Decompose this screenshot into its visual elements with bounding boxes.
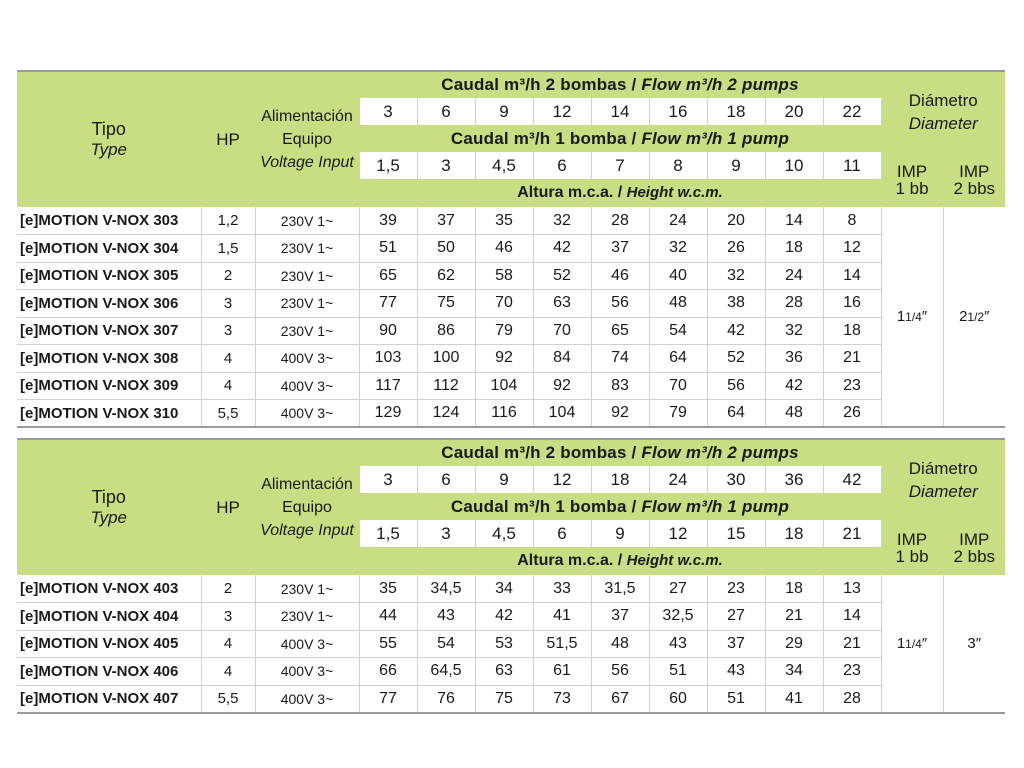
height-header-en: Height w.c.m.: [626, 552, 723, 569]
flow-1-pump-value: 10: [765, 152, 823, 179]
hp-value: 1,2: [201, 207, 255, 235]
head-value: 33: [533, 575, 591, 603]
diameter-1-whole: 1: [896, 308, 906, 325]
head-value: 104: [533, 400, 591, 428]
diameter-2-whole: 2: [959, 308, 968, 325]
head-value: 103: [359, 345, 417, 373]
flow-2-pumps-value: 16: [649, 98, 707, 125]
imp-1-pump-diameter: [881, 207, 943, 427]
table-row: [17, 207, 1005, 235]
model-name: [e]MOTION V-NOX 405: [17, 630, 201, 658]
hp-value: 4: [201, 345, 255, 373]
hp-value: 1,5: [201, 235, 255, 263]
head-value: 21: [823, 630, 881, 658]
flow-2-pumps-es: Caudal m³/h 2 bombas /: [441, 443, 642, 462]
hp-value: 3: [201, 603, 255, 631]
flow-2-pumps-en: Flow m³/h 2 pumps: [641, 443, 799, 462]
flow-1-pump-value: 6: [533, 152, 591, 179]
voltage-header-line1: Alimentación: [261, 108, 353, 125]
head-value: 75: [475, 685, 533, 713]
head-value: 65: [591, 317, 649, 345]
head-value: 51: [359, 235, 417, 263]
flow-2-pumps-value: 3: [359, 98, 417, 125]
table-row: [17, 603, 1005, 631]
head-value: 51: [707, 685, 765, 713]
head-value: 32: [533, 207, 591, 235]
head-value: 24: [649, 207, 707, 235]
head-value: 56: [707, 372, 765, 400]
type-header-es: Tipo: [91, 487, 126, 507]
height-header-es: Altura m.c.a. /: [517, 552, 627, 569]
head-value: 31,5: [591, 575, 649, 603]
model-name: [e]MOTION V-NOX 305: [17, 262, 201, 290]
head-value: 63: [475, 658, 533, 686]
diameter-2-fraction: 1/2: [967, 310, 985, 324]
flow-1-pump-value: 12: [649, 520, 707, 547]
head-value: 54: [417, 630, 475, 658]
model-name: [e]MOTION V-NOX 303: [17, 207, 201, 235]
header-row-flow2: [17, 439, 1005, 466]
head-value: 55: [359, 630, 417, 658]
head-value: 39: [359, 207, 417, 235]
flow-1-pump-value: 21: [823, 520, 881, 547]
head-value: 56: [591, 658, 649, 686]
head-value: 104: [475, 372, 533, 400]
hp-value: 5,5: [201, 400, 255, 428]
head-value: 51: [649, 658, 707, 686]
flow-1-pump-value: 6: [533, 520, 591, 547]
height-header-en: Height w.c.m.: [626, 184, 723, 201]
head-value: 27: [649, 575, 707, 603]
head-value: 83: [591, 372, 649, 400]
imp-2-pumps-diameter: [943, 207, 1005, 427]
flow-2-pumps-value: 9: [475, 466, 533, 493]
diameter-2-whole: 3″: [967, 634, 982, 652]
head-value: 14: [823, 603, 881, 631]
model-name: [e]MOTION V-NOX 309: [17, 372, 201, 400]
hp-header: [201, 439, 255, 575]
head-value: 28: [591, 207, 649, 235]
flow-2-pumps-value: 9: [475, 98, 533, 125]
model-name: [e]MOTION V-NOX 306: [17, 290, 201, 318]
head-value: 42: [533, 235, 591, 263]
voltage-value: 400V 3~: [255, 630, 359, 658]
head-value: 38: [707, 290, 765, 318]
head-value: 26: [707, 235, 765, 263]
head-value: 52: [707, 345, 765, 373]
voltage-header-en: Voltage Input: [260, 154, 354, 171]
head-value: 67: [591, 685, 649, 713]
table-row: [17, 345, 1005, 373]
head-value: 37: [417, 207, 475, 235]
model-name: [e]MOTION V-NOX 407: [17, 685, 201, 713]
flow-2-pumps-header: [359, 439, 881, 466]
flow-2-pumps-value: 36: [765, 466, 823, 493]
imp-1-pump-label: 1 bb: [895, 178, 929, 198]
flow-2-pumps-value: 12: [533, 98, 591, 125]
height-header: [359, 179, 881, 207]
head-value: 21: [823, 345, 881, 373]
flow-2-pumps-value: 42: [823, 466, 881, 493]
flow-1-pump-value: 9: [707, 152, 765, 179]
diameter-header-es: Diámetro: [908, 459, 978, 478]
head-value: 27: [707, 603, 765, 631]
head-value: 34: [765, 658, 823, 686]
head-value: 28: [823, 685, 881, 713]
head-value: 53: [475, 630, 533, 658]
model-name: [e]MOTION V-NOX 304: [17, 235, 201, 263]
head-value: 86: [417, 317, 475, 345]
flow-1-pump-value: 18: [765, 520, 823, 547]
model-name: [e]MOTION V-NOX 310: [17, 400, 201, 428]
head-value: 41: [533, 603, 591, 631]
head-value: 100: [417, 345, 475, 373]
head-value: 61: [533, 658, 591, 686]
type-header-en: Type: [90, 140, 128, 159]
head-value: 8: [823, 207, 881, 235]
hp-header-label: HP: [216, 497, 240, 517]
voltage-value: 230V 1~: [255, 575, 359, 603]
flow-2-pumps-value: 6: [417, 98, 475, 125]
flow-1-pump-value: 3: [417, 152, 475, 179]
table-row: [17, 658, 1005, 686]
flow-2-pumps-value: 30: [707, 466, 765, 493]
head-value: 34: [475, 575, 533, 603]
hp-header-label: HP: [216, 129, 240, 149]
head-value: 62: [417, 262, 475, 290]
head-value: 46: [591, 262, 649, 290]
head-value: 64: [649, 345, 707, 373]
voltage-value: 230V 1~: [255, 290, 359, 318]
flow-1-pump-value: 7: [591, 152, 649, 179]
head-value: 79: [649, 400, 707, 428]
head-value: 112: [417, 372, 475, 400]
diameter-header: [881, 439, 1005, 520]
head-value: 92: [591, 400, 649, 428]
head-value: 23: [823, 658, 881, 686]
head-value: 58: [475, 262, 533, 290]
head-value: 37: [591, 603, 649, 631]
voltage-value: 400V 3~: [255, 685, 359, 713]
hp-value: 4: [201, 630, 255, 658]
flow-2-pumps-value: 24: [649, 466, 707, 493]
model-name: [e]MOTION V-NOX 308: [17, 345, 201, 373]
head-value: 48: [649, 290, 707, 318]
head-value: 70: [475, 290, 533, 318]
head-value: 37: [707, 630, 765, 658]
table-row: [17, 400, 1005, 428]
head-value: 75: [417, 290, 475, 318]
voltage-header-line2: Equipo: [282, 131, 332, 148]
voltage-header-line1: Alimentación: [261, 476, 353, 493]
diameter-header-en: Diameter: [908, 482, 978, 501]
head-value: 37: [591, 235, 649, 263]
head-value: 32,5: [649, 603, 707, 631]
hp-value: 3: [201, 290, 255, 318]
head-value: 43: [649, 630, 707, 658]
voltage-header-line2: Equipo: [282, 499, 332, 516]
voltage-value: 400V 3~: [255, 345, 359, 373]
flow-1-pump-value: 4,5: [475, 152, 533, 179]
head-value: 54: [649, 317, 707, 345]
head-value: 18: [765, 575, 823, 603]
head-value: 20: [707, 207, 765, 235]
flow-1-pump-es: Caudal m³/h 1 bomba /: [450, 128, 642, 148]
flow-1-pump-value: 15: [707, 520, 765, 547]
table-row: [17, 262, 1005, 290]
head-value: 48: [591, 630, 649, 658]
hp-value: 5,5: [201, 685, 255, 713]
flow-1-pump-value: 1,5: [359, 152, 417, 179]
head-value: 29: [765, 630, 823, 658]
head-value: 92: [533, 372, 591, 400]
diameter-header-en: Diameter: [908, 114, 978, 133]
table-row: [17, 372, 1005, 400]
head-value: 90: [359, 317, 417, 345]
head-value: 70: [649, 372, 707, 400]
head-value: 32: [765, 317, 823, 345]
model-name: [e]MOTION V-NOX 403: [17, 575, 201, 603]
head-value: 42: [475, 603, 533, 631]
voltage-value: 400V 3~: [255, 658, 359, 686]
height-header: [359, 547, 881, 575]
flow-2-pumps-header: [359, 71, 881, 98]
head-value: 32: [649, 235, 707, 263]
head-value: 50: [417, 235, 475, 263]
head-value: 73: [533, 685, 591, 713]
head-value: 77: [359, 290, 417, 318]
voltage-value: 230V 1~: [255, 235, 359, 263]
voltage-value: 230V 1~: [255, 317, 359, 345]
head-value: 36: [765, 345, 823, 373]
imp-2-pumps-label: 2 bbs: [953, 546, 996, 566]
voltage-value: 400V 3~: [255, 400, 359, 428]
head-value: 26: [823, 400, 881, 428]
head-value: 40: [649, 262, 707, 290]
head-value: 32: [707, 262, 765, 290]
diameter-1-fraction: 1/4: [905, 310, 922, 324]
head-value: 84: [533, 345, 591, 373]
head-value: 23: [707, 575, 765, 603]
voltage-header: [255, 71, 359, 207]
head-value: 48: [765, 400, 823, 428]
head-value: 70: [533, 317, 591, 345]
head-value: 41: [765, 685, 823, 713]
flow-1-pump-value: 11: [823, 152, 881, 179]
imp-1-pump-header: [881, 152, 943, 207]
diameter-1-whole: 1: [896, 634, 906, 652]
diameter-2-inch: ″: [984, 308, 990, 325]
head-value: 14: [823, 262, 881, 290]
hp-value: 2: [201, 575, 255, 603]
imp-2-pumps-header: [943, 152, 1005, 207]
type-header-es: Tipo: [91, 119, 126, 139]
head-value: 76: [417, 685, 475, 713]
head-value: 79: [475, 317, 533, 345]
head-value: 63: [533, 290, 591, 318]
voltage-header-en: Voltage Input: [260, 522, 354, 539]
voltage-value: 400V 3~: [255, 372, 359, 400]
flow-2-pumps-es: Caudal m³/h 2 bombas /: [441, 75, 642, 94]
imp-1-pump-header: [881, 520, 943, 575]
model-name: [e]MOTION V-NOX 406: [17, 658, 201, 686]
head-value: 66: [359, 658, 417, 686]
imp-1-pump-diameter: [881, 575, 943, 713]
head-value: 28: [765, 290, 823, 318]
head-value: 12: [823, 235, 881, 263]
diameter-1-inch: ″: [921, 308, 928, 325]
head-value: 92: [475, 345, 533, 373]
flow-1-pump-en: Flow m³/h 1 pump: [641, 128, 790, 148]
voltage-header: [255, 439, 359, 575]
head-value: 42: [765, 372, 823, 400]
head-value: 60: [649, 685, 707, 713]
flow-2-pumps-value: 20: [765, 98, 823, 125]
flow-1-pump-header: [359, 125, 881, 152]
head-value: 35: [359, 575, 417, 603]
flow-2-pumps-value: 3: [359, 466, 417, 493]
performance-table-2: [17, 438, 1005, 714]
flow-2-pumps-value: 18: [707, 98, 765, 125]
header-row-flow2: [17, 71, 1005, 98]
imp-label: IMP: [896, 161, 928, 181]
head-value: 18: [765, 235, 823, 263]
flow-1-pump-es: Caudal m³/h 1 bomba /: [450, 496, 642, 516]
head-value: 124: [417, 400, 475, 428]
table-row: [17, 317, 1005, 345]
performance-table-1: [17, 70, 1005, 428]
flow-1-pump-value: 8: [649, 152, 707, 179]
hp-header: [201, 71, 255, 207]
model-name: [e]MOTION V-NOX 404: [17, 603, 201, 631]
head-value: 116: [475, 400, 533, 428]
head-value: 18: [823, 317, 881, 345]
voltage-value: 230V 1~: [255, 262, 359, 290]
flow-1-pump-value: 1,5: [359, 520, 417, 547]
imp-label: IMP: [959, 529, 990, 549]
head-value: 44: [359, 603, 417, 631]
head-value: 129: [359, 400, 417, 428]
flow-1-pump-header: [359, 493, 881, 520]
table-row: [17, 630, 1005, 658]
head-value: 16: [823, 290, 881, 318]
flow-1-pump-value: 3: [417, 520, 475, 547]
head-value: 34,5: [417, 575, 475, 603]
voltage-value: 230V 1~: [255, 603, 359, 631]
head-value: 74: [591, 345, 649, 373]
hp-value: 4: [201, 372, 255, 400]
head-value: 52: [533, 262, 591, 290]
diameter-header: [881, 71, 1005, 152]
type-header: [17, 439, 201, 575]
hp-value: 4: [201, 658, 255, 686]
table-row: [17, 235, 1005, 263]
voltage-value: 230V 1~: [255, 207, 359, 235]
flow-2-pumps-value: 18: [591, 466, 649, 493]
flow-2-pumps-en: Flow m³/h 2 pumps: [641, 75, 799, 94]
head-value: 21: [765, 603, 823, 631]
type-header-en: Type: [90, 508, 128, 527]
imp-2-pumps-header: [943, 520, 1005, 575]
head-value: 65: [359, 262, 417, 290]
flow-2-pumps-value: 22: [823, 98, 881, 125]
table-row: [17, 685, 1005, 713]
imp-1-pump-label: 1 bb: [895, 546, 929, 566]
flow-1-pump-value: 9: [591, 520, 649, 547]
head-value: 43: [707, 658, 765, 686]
imp-label: IMP: [896, 529, 928, 549]
imp-2-pumps-diameter: [943, 575, 1005, 713]
head-value: 46: [475, 235, 533, 263]
head-value: 77: [359, 685, 417, 713]
model-name: [e]MOTION V-NOX 307: [17, 317, 201, 345]
head-value: 23: [823, 372, 881, 400]
flow-1-pump-en: Flow m³/h 1 pump: [641, 496, 790, 516]
head-value: 117: [359, 372, 417, 400]
flow-2-pumps-value: 12: [533, 466, 591, 493]
head-value: 13: [823, 575, 881, 603]
hp-value: 3: [201, 317, 255, 345]
flow-2-pumps-value: 14: [591, 98, 649, 125]
hp-value: 2: [201, 262, 255, 290]
head-value: 24: [765, 262, 823, 290]
type-header: [17, 71, 201, 207]
head-value: 56: [591, 290, 649, 318]
head-value: 64: [707, 400, 765, 428]
table-row: [17, 290, 1005, 318]
head-value: 14: [765, 207, 823, 235]
head-value: 42: [707, 317, 765, 345]
head-value: 43: [417, 603, 475, 631]
height-header-es: Altura m.c.a. /: [517, 184, 627, 201]
flow-2-pumps-value: 6: [417, 466, 475, 493]
diameter-1-fraction: 1/4: [905, 636, 922, 651]
head-value: 51,5: [533, 630, 591, 658]
diameter-1-inch: ″: [921, 634, 928, 652]
head-value: 35: [475, 207, 533, 235]
head-value: 64,5: [417, 658, 475, 686]
imp-2-pumps-label: 2 bbs: [953, 178, 996, 198]
diameter-header-es: Diámetro: [908, 91, 978, 110]
imp-label: IMP: [959, 161, 990, 181]
table-row: [17, 575, 1005, 603]
flow-1-pump-value: 4,5: [475, 520, 533, 547]
